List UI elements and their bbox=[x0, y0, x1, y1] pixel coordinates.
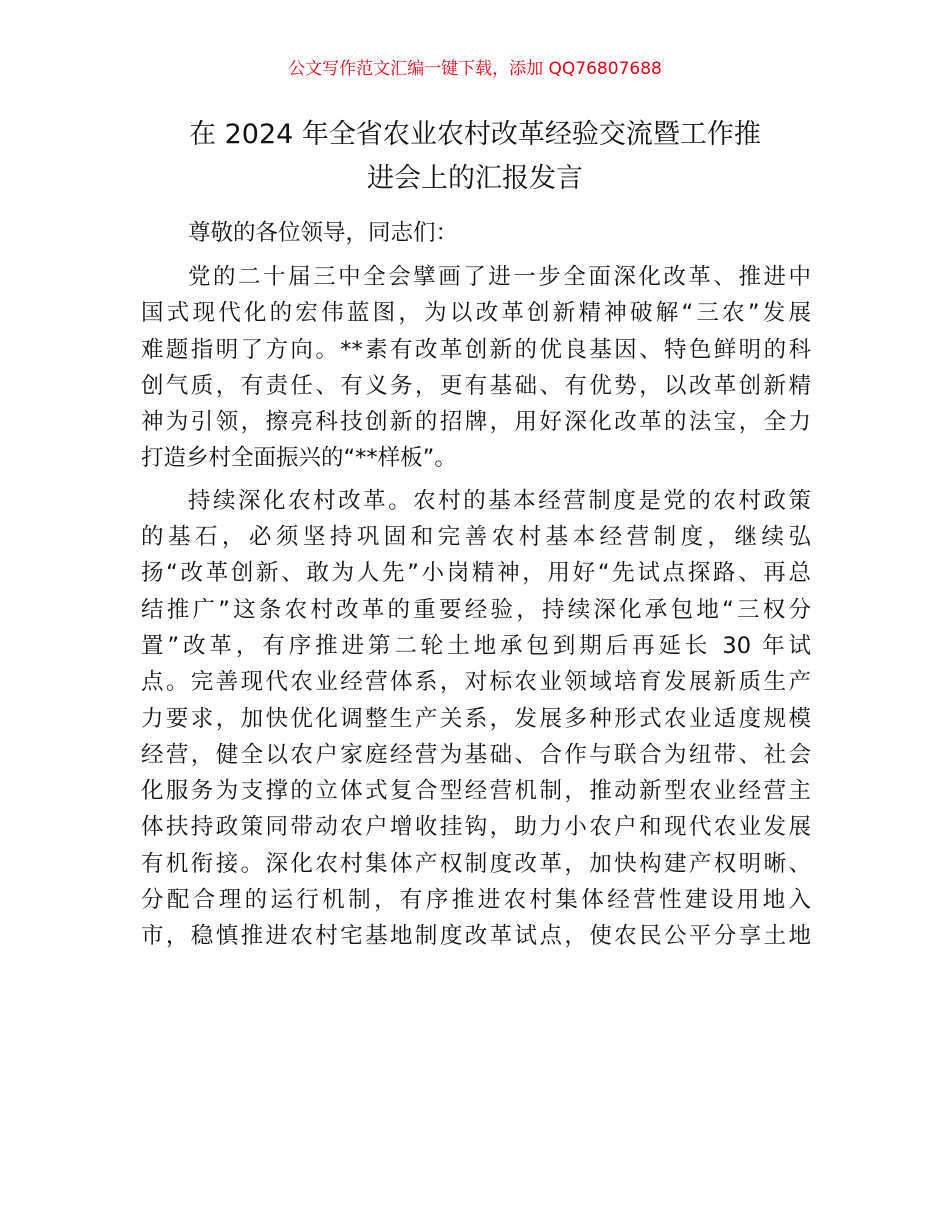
paragraph-line: 化服务为支撑的立体式复合型经营机制，推动新型农业经营主 bbox=[141, 778, 811, 805]
paragraph-line: 难题指明了方向。**素有改革创新的优良基因、特色鲜明的科 bbox=[141, 336, 811, 363]
title-line: 在 2024 年全省农业农村改革经验交流暨工作推 bbox=[189, 119, 761, 150]
paragraph-line: 分配合理的运行机制，有序推进农村集体经营性建设用地入 bbox=[141, 887, 811, 914]
paragraph-intro bbox=[141, 259, 811, 477]
paragraph-rural-reform bbox=[141, 483, 811, 955]
paragraph-line: 结推广”这条农村改革的重要经验，持续深化承包地“三权分 bbox=[141, 596, 811, 623]
paragraph-line: 力要求，加快优化调整生产关系，发展多种形式农业适度规模 bbox=[141, 705, 811, 732]
paragraph-line: 打造乡村全面振兴的“**样板”。 bbox=[141, 445, 457, 472]
paragraph-line: 创气质，有责任、有义务，更有基础、有优势，以改革创新精 bbox=[141, 372, 811, 399]
paragraph-line: 点。完善现代农业经营体系，对标农业领域培育发展新质生产 bbox=[141, 669, 811, 696]
paragraph-line: 有机衔接。深化农村集体产权制度改革，加快构建产权明晰、 bbox=[141, 850, 811, 877]
document-title bbox=[120, 113, 830, 201]
salutation: 尊敬的各位领导，同志们： bbox=[188, 220, 459, 246]
watermark-banner: 公文写作范文汇编一键下载，添加 QQ76807688 bbox=[288, 59, 662, 79]
paragraph-line: 党的二十届三中全会擘画了进一步全面深化改革、推进中 bbox=[188, 264, 811, 290]
paragraph-line: 的基石，必须坚持巩固和完善农村基本经营制度，继续弘 bbox=[141, 524, 811, 551]
paragraph-line: 神为引领，擦亮科技创新的招牌，用好深化改革的法宝，全力 bbox=[141, 409, 811, 436]
paragraph-line: 持续深化农村改革。农村的基本经营制度是党的农村政策 bbox=[188, 487, 811, 514]
paragraph-line: 扬“改革创新、敢为人先”小岗精神，用好“先试点探路、再总 bbox=[141, 560, 811, 587]
paragraph-line: 市，稳慎推进农村宅基地制度改革试点，使农民公平分享土地 bbox=[141, 923, 811, 950]
document-body bbox=[141, 215, 811, 955]
paragraph-line: 体扶持政策同带动农户增收挂钩，助力小农户和现代农业发展 bbox=[141, 814, 811, 841]
paragraph-line: 置”改革，有序推进第二轮土地承包到期后再延长 30 年试 bbox=[141, 632, 811, 659]
paragraph-line: 经营，健全以农户家庭经营为基础、合作与联合为纽带、社会 bbox=[141, 741, 811, 768]
paragraph-line: 国式现代化的宏伟蓝图，为以改革创新精神破解“三农”发展 bbox=[141, 300, 811, 327]
title-line: 进会上的汇报发言 bbox=[367, 163, 583, 194]
